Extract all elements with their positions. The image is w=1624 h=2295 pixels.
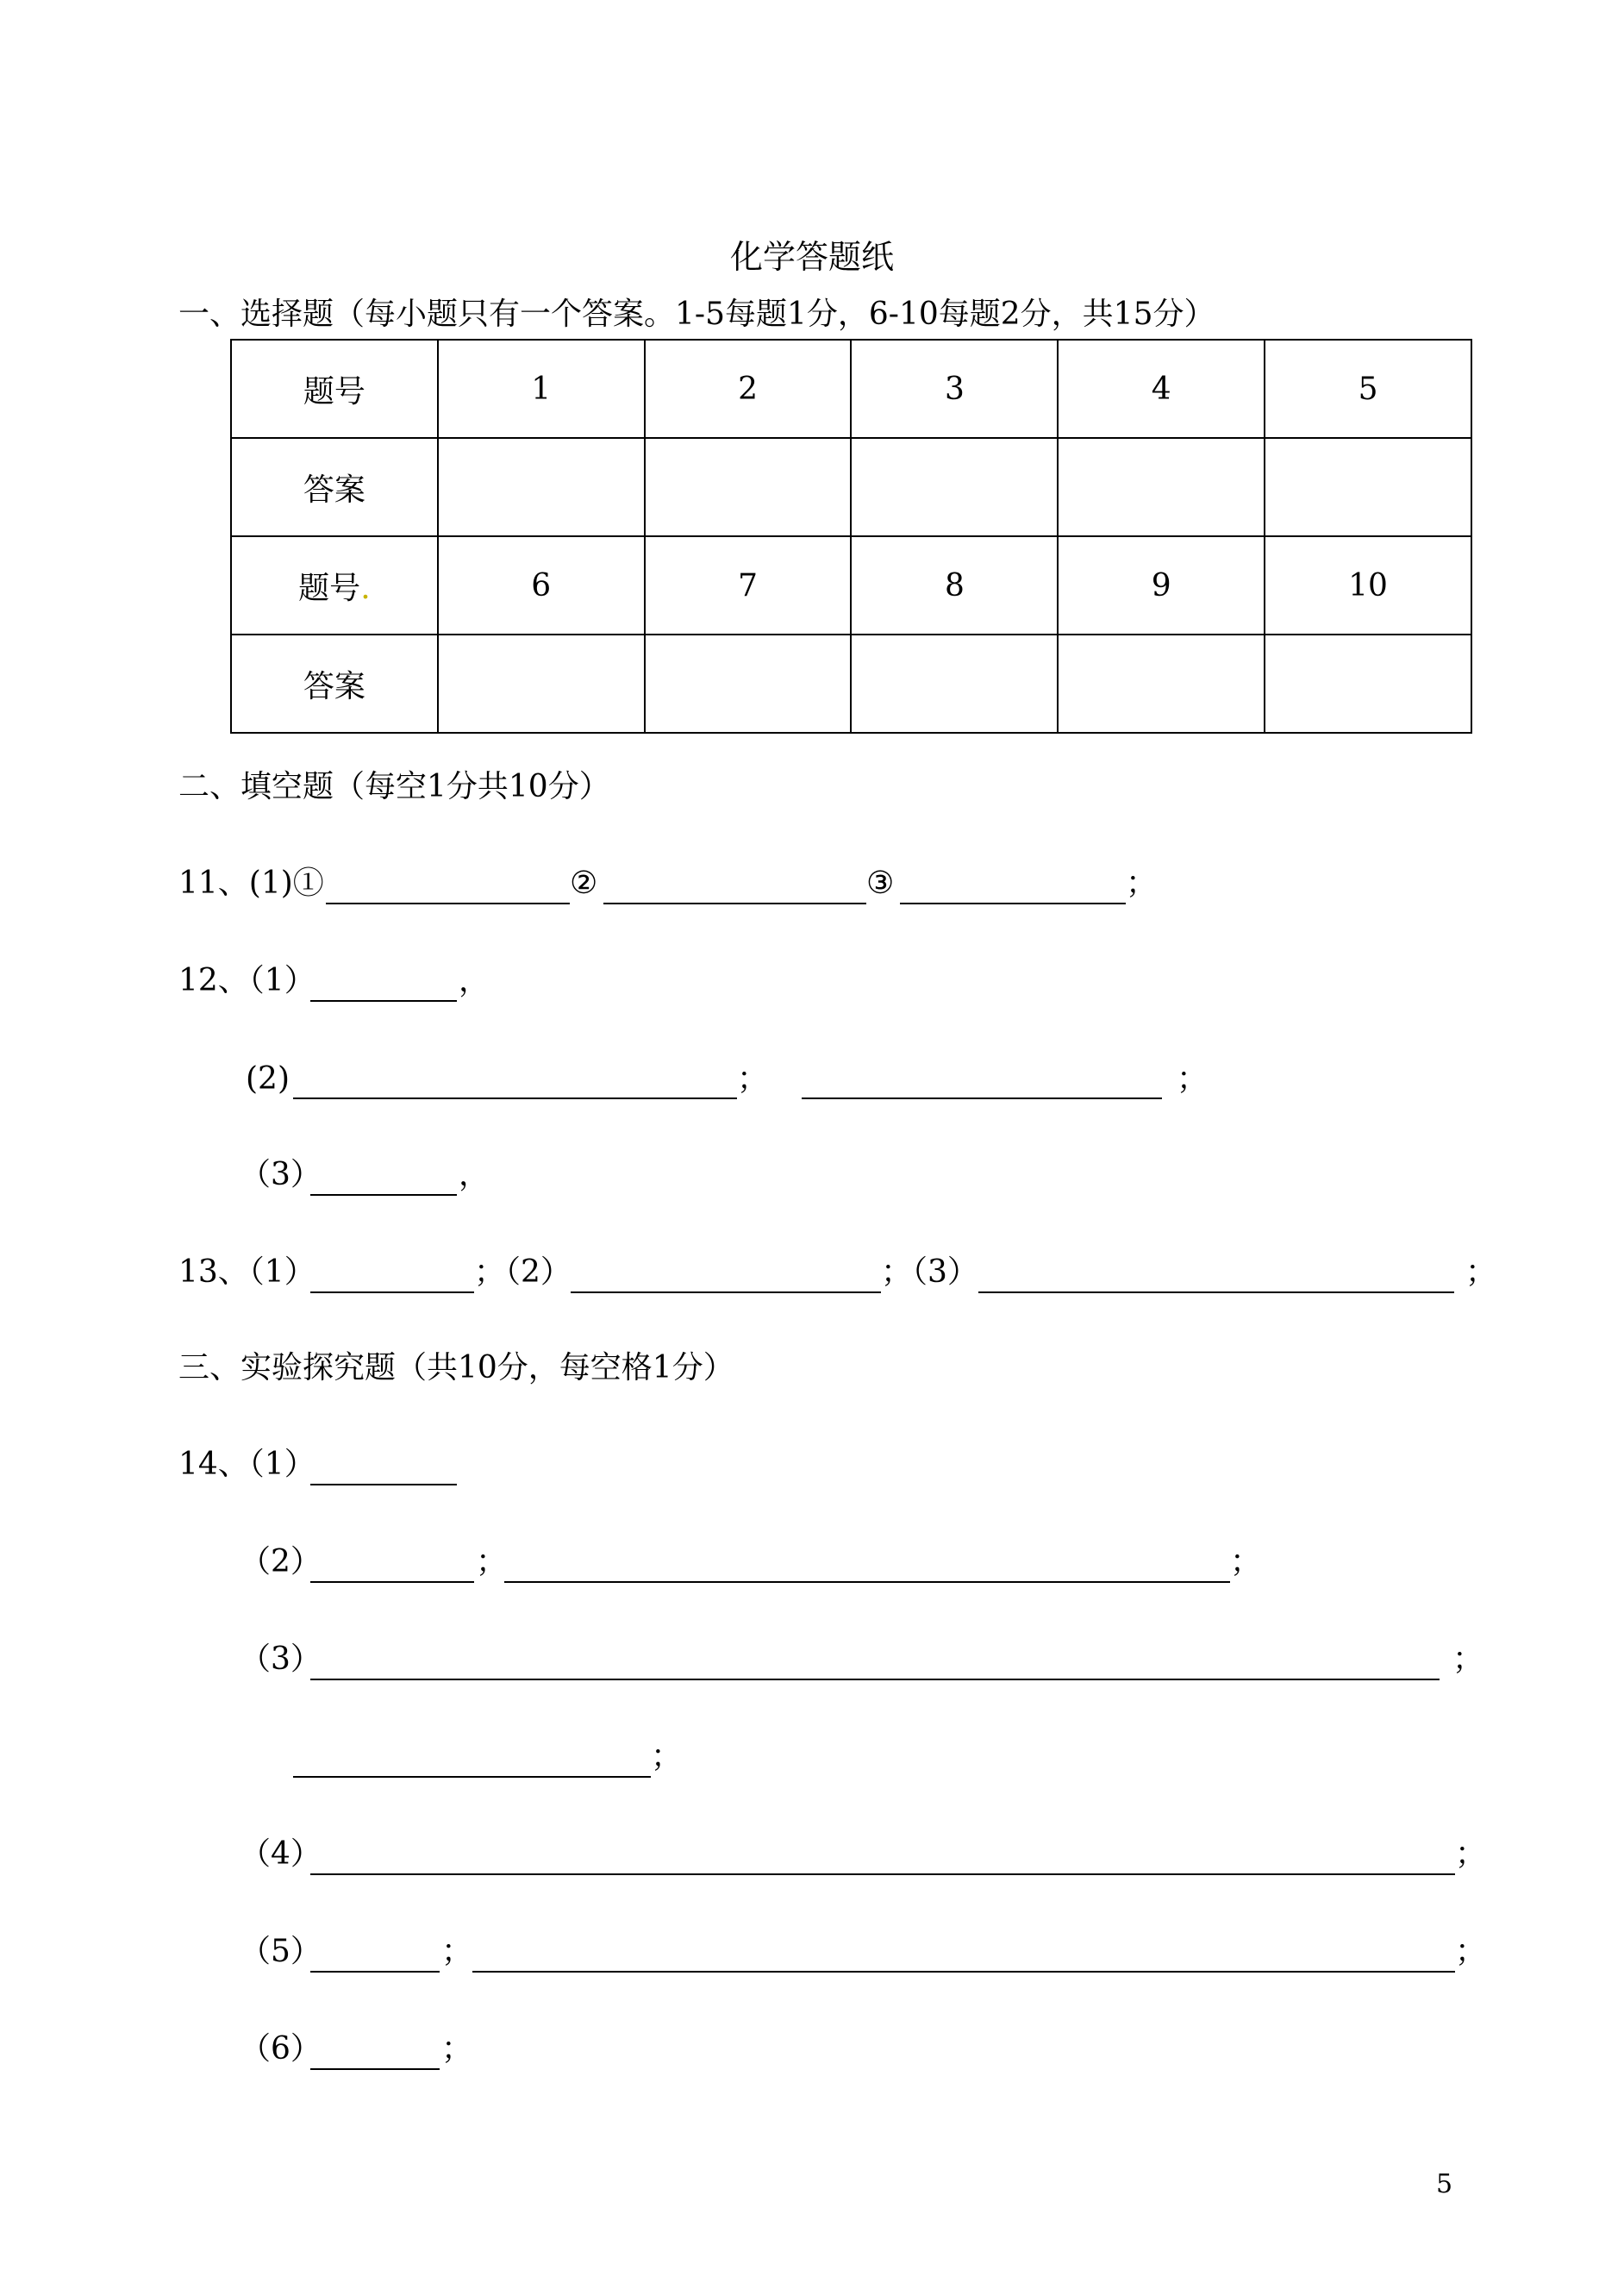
q14-sub6-label: （6） (240, 2031, 322, 2067)
q13-label: 13、（1） (178, 1254, 315, 1290)
row-label-answer: 答案 (231, 438, 438, 536)
q14-sub5-end: ； (1455, 1934, 1487, 1969)
question-number-cell: 7 (645, 536, 852, 635)
q13-blank-3[interactable] (978, 1291, 1454, 1293)
q14-sub4-end: ； (1455, 1836, 1487, 1872)
q13-sub2-label: ；（2） (474, 1254, 572, 1290)
page-title: 化学答题纸 (729, 238, 894, 276)
q14-sub3b-end: ； (651, 1739, 683, 1774)
q14-blank-5[interactable] (293, 1776, 651, 1778)
q14-sub6-end: ； (441, 2031, 473, 2067)
answer-table (230, 339, 1472, 734)
row-label-answer: 答案 (231, 635, 438, 733)
answer-cell[interactable] (438, 438, 645, 536)
q14-sub5-label: （5） (240, 1934, 322, 1969)
q11-blank-2[interactable] (603, 903, 866, 904)
q11-blank-1[interactable] (326, 903, 570, 904)
q14-sub5-mid: ； (441, 1934, 473, 1969)
q12-end-1: ， (459, 963, 490, 998)
q14-sub3-label: （3） (240, 1642, 322, 1677)
stray-mark: . (360, 570, 371, 606)
section1-heading: 一、选择题（每小题只有一个答案。1-5每题1分，6-10每题2分，共15分） (178, 297, 1215, 332)
q14-sub2-mid: ； (476, 1544, 508, 1579)
question-number-cell: 1 (438, 340, 645, 438)
answer-cell[interactable] (1265, 438, 1471, 536)
q14-sub2-label: （2） (240, 1544, 322, 1579)
question-number-cell: 4 (1058, 340, 1265, 438)
question-number-cell: 3 (851, 340, 1058, 438)
q12-blank-3[interactable] (802, 1097, 1162, 1099)
table-row (231, 635, 1471, 733)
q12-end-3: ， (459, 1157, 490, 1192)
row-label-number: 题号 (298, 570, 361, 606)
q14-sub3-end: ； (1452, 1642, 1484, 1677)
page-number: 5 (1436, 2169, 1453, 2199)
table-row (231, 340, 1471, 438)
q14-blank-4[interactable] (310, 1679, 1440, 1680)
q11-circle-3: ③ (866, 866, 895, 901)
q11-label: 11、(1)① (178, 866, 324, 901)
answer-cell[interactable] (1058, 635, 1265, 733)
q11-circle-2: ② (570, 866, 598, 901)
answer-cell[interactable] (438, 635, 645, 733)
q14-blank-1[interactable] (310, 1484, 457, 1485)
q14-blank-3[interactable] (504, 1581, 1230, 1583)
answer-cell[interactable] (851, 438, 1058, 536)
q12-sub2-mid: ； (737, 1061, 769, 1097)
question-number-cell: 9 (1058, 536, 1265, 635)
q14-blank-9[interactable] (310, 2068, 440, 2070)
q11-end: ； (1126, 866, 1158, 901)
answer-cell[interactable] (851, 635, 1058, 733)
answer-cell[interactable] (645, 635, 852, 733)
question-number-cell: 6 (438, 536, 645, 635)
question-number-cell: 10 (1265, 536, 1471, 635)
table-row (231, 536, 1471, 635)
question-number-cell: 8 (851, 536, 1058, 635)
answer-cell[interactable] (645, 438, 852, 536)
question-number-cell: 2 (645, 340, 852, 438)
q12-sub2-end: ； (1177, 1061, 1209, 1097)
q14-blank-7[interactable] (310, 1971, 440, 1973)
q12-sub2-label: (2) (246, 1061, 290, 1097)
row-label-number-cell (231, 536, 438, 635)
q12-blank-2[interactable] (293, 1097, 737, 1099)
q11-blank-3[interactable] (900, 903, 1126, 904)
q14-sub4-label: （4） (240, 1836, 322, 1872)
row-label-number: 题号 (231, 340, 438, 438)
answer-cell[interactable] (1265, 635, 1471, 733)
q14-blank-8[interactable] (472, 1971, 1455, 1973)
question-number-cell: 5 (1265, 340, 1471, 438)
q14-blank-2[interactable] (310, 1581, 474, 1583)
q12-sub3-label: （3） (240, 1157, 322, 1192)
q13-blank-2[interactable] (571, 1291, 881, 1293)
q12-blank-4[interactable] (310, 1194, 457, 1196)
q12-blank-1[interactable] (310, 1000, 457, 1002)
q13-sub3-label: ；（3） (881, 1254, 978, 1290)
section3-heading: 三、实验探究题（共10分，每空格1分） (178, 1350, 734, 1385)
table-row (231, 438, 1471, 536)
q14-blank-6[interactable] (310, 1873, 1455, 1875)
q14-label: 14、（1） (178, 1447, 315, 1482)
q12-label: 12、（1） (178, 963, 315, 998)
section2-heading: 二、填空题（每空1分共10分） (178, 769, 610, 804)
answer-cell[interactable] (1058, 438, 1265, 536)
q14-sub2-end: ； (1230, 1544, 1262, 1579)
q13-blank-1[interactable] (310, 1291, 474, 1293)
q13-end: ； (1465, 1254, 1497, 1290)
